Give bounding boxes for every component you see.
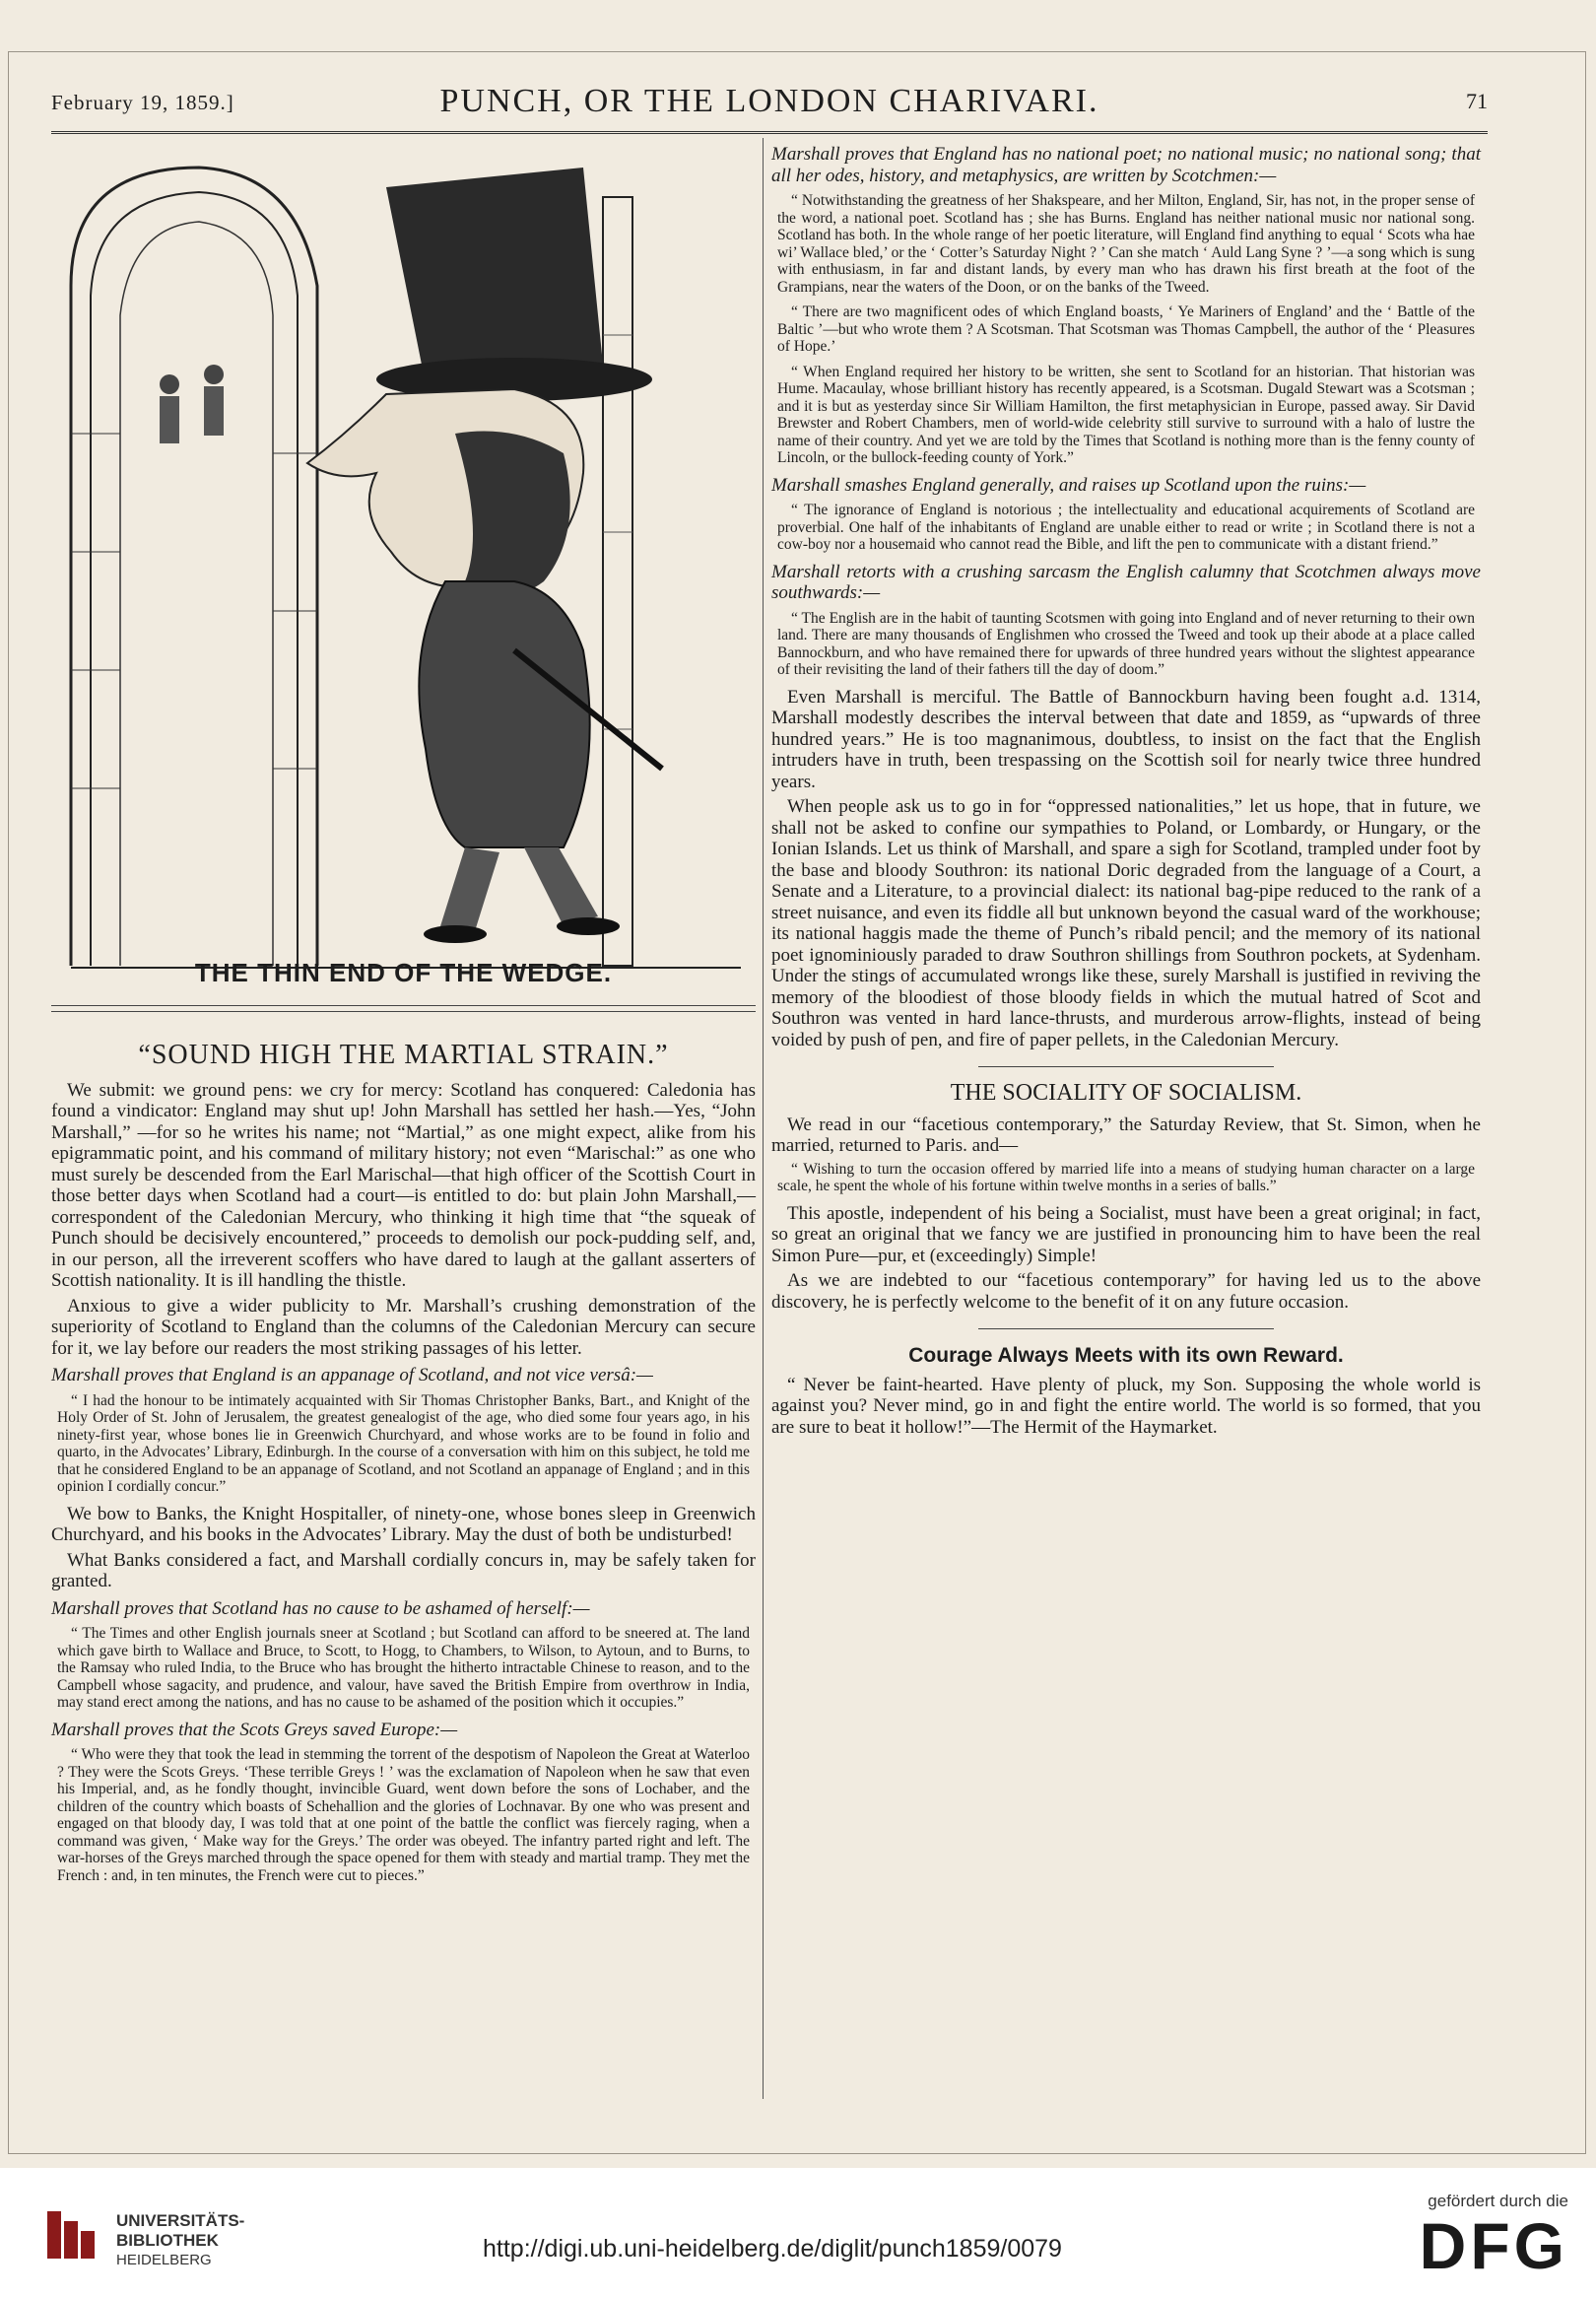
quoted-passage: “ The ignorance of England is notorious ; the intellectuality and educational acquirements of Scotland are proverbial. One half of the inhabitants of England are unable either to read or write ; in Scotland there is not a cow-boy nor a housemaid who cannot read the Bible, and lift the pen to communicate with a distant friend.”: [777, 502, 1475, 553]
section-lead: Marshall proves that England has no national poet; no national music; no national song; that all her odes, history, and metaphysics, are written by Scotchmen:—: [771, 144, 1481, 186]
section-divider: [978, 1328, 1274, 1329]
column-separator: [763, 138, 764, 2099]
section-lead: Marshall proves that Scotland has no cause to be ashamed of herself:—: [51, 1597, 590, 1619]
digitization-footer: [0, 2168, 1596, 2297]
article-paragraph: We bow to Banks, the Knight Hospitaller, of ninety-one, whose bones sleep in Greenwich Churchyard, and his books in the Advocates’ Library. May the dust of both be undisturbed!: [51, 1503, 756, 1545]
section-lead: Marshall smashes England generally, and raises up Scotland upon the ruins:—: [771, 474, 1366, 496]
article-paragraph: Even Marshall is merciful. The Battle of Bannockburn having been fought a.d. 1314, Marshall modestly describes the interval between that date and 1859, as “upwards of three hundred years.” He is too magnanimous, doubtless, to insist on the fact that the English intruders have in truth, been trespassing on the Scottish soil for nearly twice three hundred years.: [771, 686, 1481, 792]
funding-note: gefördert durch die: [1428, 2192, 1568, 2210]
article-title-sociality: THE SOCIALITY OF SOCIALISM.: [950, 1080, 1302, 1106]
dfg-wordmark: DFG: [1419, 2209, 1568, 2282]
caption-rule: [51, 1005, 756, 1006]
quoted-passage: “ Notwithstanding the greatness of her Shakspeare, and her Milton, England, Sir, has not, in the proper sense of the word, a national poet. Scotland has ; she has Burns. England has neither national music nor national song. Scotland has both. In the whole range of her poetic literature, will England find anything to equal ‘ Scots wha hae wi’ Wallace bled,’ or the ‘ Cotter’s Saturday Night ? ’ Can she match ‘ Auld Lang Syne ? ’—a song which is sung with enthusiasm, in far and distant lands, by every man who has drawn his first breath at the foot of the Grampians, near the waters of the Doon, or on the banks of the Tweed.: [777, 192, 1475, 296]
library-name-line3: HEIDELBERG: [116, 2252, 212, 2268]
article-paragraph: “ Never be faint-hearted. Have plenty of pluck, my Son. Supposing the whole world is against you? Never mind, go in and fight the entire world. The world is so formed, that you are sure to beat it hollow!”—The Hermit of the Haymarket.: [771, 1374, 1481, 1438]
section-lead: Marshall proves that England is an appanage of Scotland, and not vice versâ:—: [51, 1365, 653, 1385]
section-lead: Marshall retorts with a crushing sarcasm the English calumny that Scotchmen always move southwards:—: [771, 561, 1481, 603]
article-paragraph: When people ask us to go in for “oppressed nationalities,” let us hope, that in future, we shall not be asked to confine our sympathies to Poland, or Lombardy, or Hungary, or the Ionian Islands. Let us think of Marshall, and spare a sigh for Scotland, trampled under foot by the base and bloody Southron: its national Doric degraded from the language of a Court, a Senate and a Literature, to a provincial dialect: its national bag-pipe reduced to the rank of a street nuisance, and even its fiddle all but unknown beyond the casual ward of the workhouse; its national haggis made the theme of Punch’s ribald pencil; and the memory of its national poet ignominiously paraded to draw Southron shillings from Southron pockets, at Sydenham. Under the stings of accumulated wrongs like these, surely Marshall is justified in reviving the memory of the bloodiest of those bloody fields in which the mutual hatred of Scot and Southron was vented in hard lance-thrusts, and murderous arrow-flights, instead of being voided by push of pen, and fire of paper pellets, in the Caledonian Mercury.: [771, 796, 1481, 1050]
article-paragraph: As we are indebted to our “facetious contemporary” for having led us to the above discovery, he is perfectly welcome to the benefit of it on any future occasion.: [771, 1270, 1481, 1313]
library-name-line2: BIBLIOTHEK: [116, 2231, 219, 2250]
article-title-courage: Courage Always Meets with its own Reward.: [908, 1344, 1344, 1367]
library-emblem-icon: [43, 2207, 99, 2263]
left-column: [51, 1035, 756, 1892]
library-name-line1: UNIVERSITÄTS-: [116, 2211, 245, 2230]
header-rule: [51, 131, 1488, 134]
quoted-passage: “ Wishing to turn the occasion offered by married life into a means of studying human character on a large scale, he spent the whole of his fortune within twelve months in a series of balls.”: [777, 1160, 1475, 1194]
article-paragraph: What Banks considered a fact, and Marshall cordially concurs in, may be safely taken for granted.: [51, 1549, 756, 1591]
article-paragraph: We read in our “facetious contemporary,” the Saturday Review, that St. Simon, when he married, returned to Paris. and—: [771, 1114, 1481, 1156]
page-number: 71: [1466, 89, 1488, 113]
caption-rule-2: [51, 1011, 756, 1012]
masthead-title: PUNCH, OR THE LONDON CHARIVARI.: [439, 83, 1099, 119]
quoted-passage: “ The Times and other English journals sneer at Scotland ; but Scotland can afford to be sneered at. The land which gave birth to Wallace and Bruce, to Scott, to Hogg, to Chambers, to Wilson, to Aytoun, and to Burns, to the Ramsay who ruled India, to the Bruce who has brought the hitherto intractable Chinese to reason, and to the Campbell whose sagacity, and prudence, and valour, have saved the British Empire from overthrow in India, may stand erect among the nations, and has no cause to be ashamed of the position which it occupies.”: [57, 1625, 750, 1711]
quoted-passage: “ I had the honour to be intimately acquainted with Sir Thomas Christopher Banks, Bart., and Knight of the Holy Order of St. John of Jerusalem, the greatest genealogist of the age, who died some four years ago, in his ninety-first year, whose bones lie in Greenwich Churchyard, and whose works are to be found in folio and quarto, in the Advocates’ Library, Edinburgh. In the course of a conversation with him on this subject, he told me that he considered England to be an appanage of Scotland, and not Scotland an appanage of England ; and in this opinion I cordially concur.”: [57, 1391, 750, 1495]
section-divider: [978, 1066, 1274, 1067]
article-paragraph: Anxious to give a wider publicity to Mr. Marshall’s crushing demonstration of the superiority of Scotland to England than the columns of the Caledonian Mercury can secure for it, we lay before our readers the most striking passages of his letter.: [51, 1295, 756, 1359]
quoted-passage: “ Who were they that took the lead in stemming the torrent of the despotism of Napoleon the Great at Waterloo ? They were the Scots Greys. ‘These terrible Greys ! ’ was the exclamation of Napoleon when he saw that even his Imperial, and, as he fondly thought, invincible Guard, went down before the sons of Lochaber, and the children of the country which boasts of Schehallion and the glories of Lochnavar. By one who was present and engaged on that bloody day, I was told that at one point of the battle the conflict was fiercely raging, when a command was given, ‘ Make way for the Greys.’ The order was obeyed. The infantry parted right and left. The war-horses of the Greys marched through the space opened for them with steady and martial tramp. They met the French : and, in ten minutes, the French were cut to pieces.”: [57, 1746, 750, 1884]
right-column: [771, 138, 1481, 1442]
article-paragraph: We submit: we ground pens: we cry for mercy: Scotland has conquered: Caledonia has found a vindicator: England may shut up! John Marshall has settled her hash.—Yes, “John Marshall,” —for so he writes his name; not “Martial,” as one might expect, alike from his epigrammatic point, and his command of military history; not even “Marischal:” as one who must surely be descended from the Earl Marischal—that high officer of the Scottish Court in those better days when Scotland had a court—is entitled to do: but plain John Marshall,—correspondent of the Caledonian Mercury, who thinking it high time that “the squeak of Punch should be decisively encountered,” proceeds to demolish our pock-pudding self, and, in our person, all the irreverent scoffers who have dared to laugh at the gallant asserters of Scottish nationality. It is ill handling the thistle.: [51, 1079, 756, 1291]
quoted-passage: “ The English are in the habit of taunting Scotsmen with going into England and of never returning to their own land. There are many thousands of Englishmen who crossed the Tweed and took up their abode at a place called Bannockburn, and who have remained there for upwards of three hundred years without the slightest appearance of their revisiting the land of their fathers till the day of doom.”: [777, 609, 1475, 678]
section-lead: Marshall proves that the Scots Greys saved Europe:—: [51, 1719, 458, 1740]
quoted-passage: “ There are two magnificent odes of which England boasts, ‘ Ye Mariners of England’ and the ‘ Battle of the Baltic ’—but who wrote them ? A Scotsman. That Scotsman was Thomas Campbell, the author of the ‘ Pleasures of Hope.’: [777, 304, 1475, 355]
cartoon-caption: THE THIN END OF THE WEDGE.: [194, 958, 613, 987]
dfg-logo: [1420, 2192, 1568, 2280]
article-paragraph: This apostle, independent of his being a Socialist, must have been a great original; in fact, so great an original that we fancy we are justified in pronouncing him to have been the real Simon Pure—pur, et (exceedingly) Simple!: [771, 1202, 1481, 1266]
issue-date: February 19, 1859.]: [51, 91, 234, 114]
permalink-url[interactable]: http://digi.ub.uni-heidelberg.de/diglit/punch1859/0079: [483, 2235, 1062, 2263]
page-header: [51, 83, 1488, 122]
library-name: [116, 2211, 244, 2270]
cartoon-illustration: [51, 138, 756, 985]
quoted-passage: “ When England required her history to be written, she sent to Scotland for an historian. That historian was Hume. Macaulay, whose brilliant history has recently appeared, is a Scotsman. Dugald Stewart was a Scotsman ; and it is but as yesterday since Sir William Hamilton, the first metaphysician in Europe, passed away. Sir David Brewster and Robert Chambers, men of world-wide celebrity still survive to surround with a halo of lustre the name of their country. And yet we are told by the Times that Scotland is nothing more than is the fenny county of Lincoln, or the bullock-feeding county of York.”: [777, 363, 1475, 466]
article-title-martial-strain: “SOUND HIGH THE MARTIAL STRAIN.”: [138, 1040, 669, 1070]
